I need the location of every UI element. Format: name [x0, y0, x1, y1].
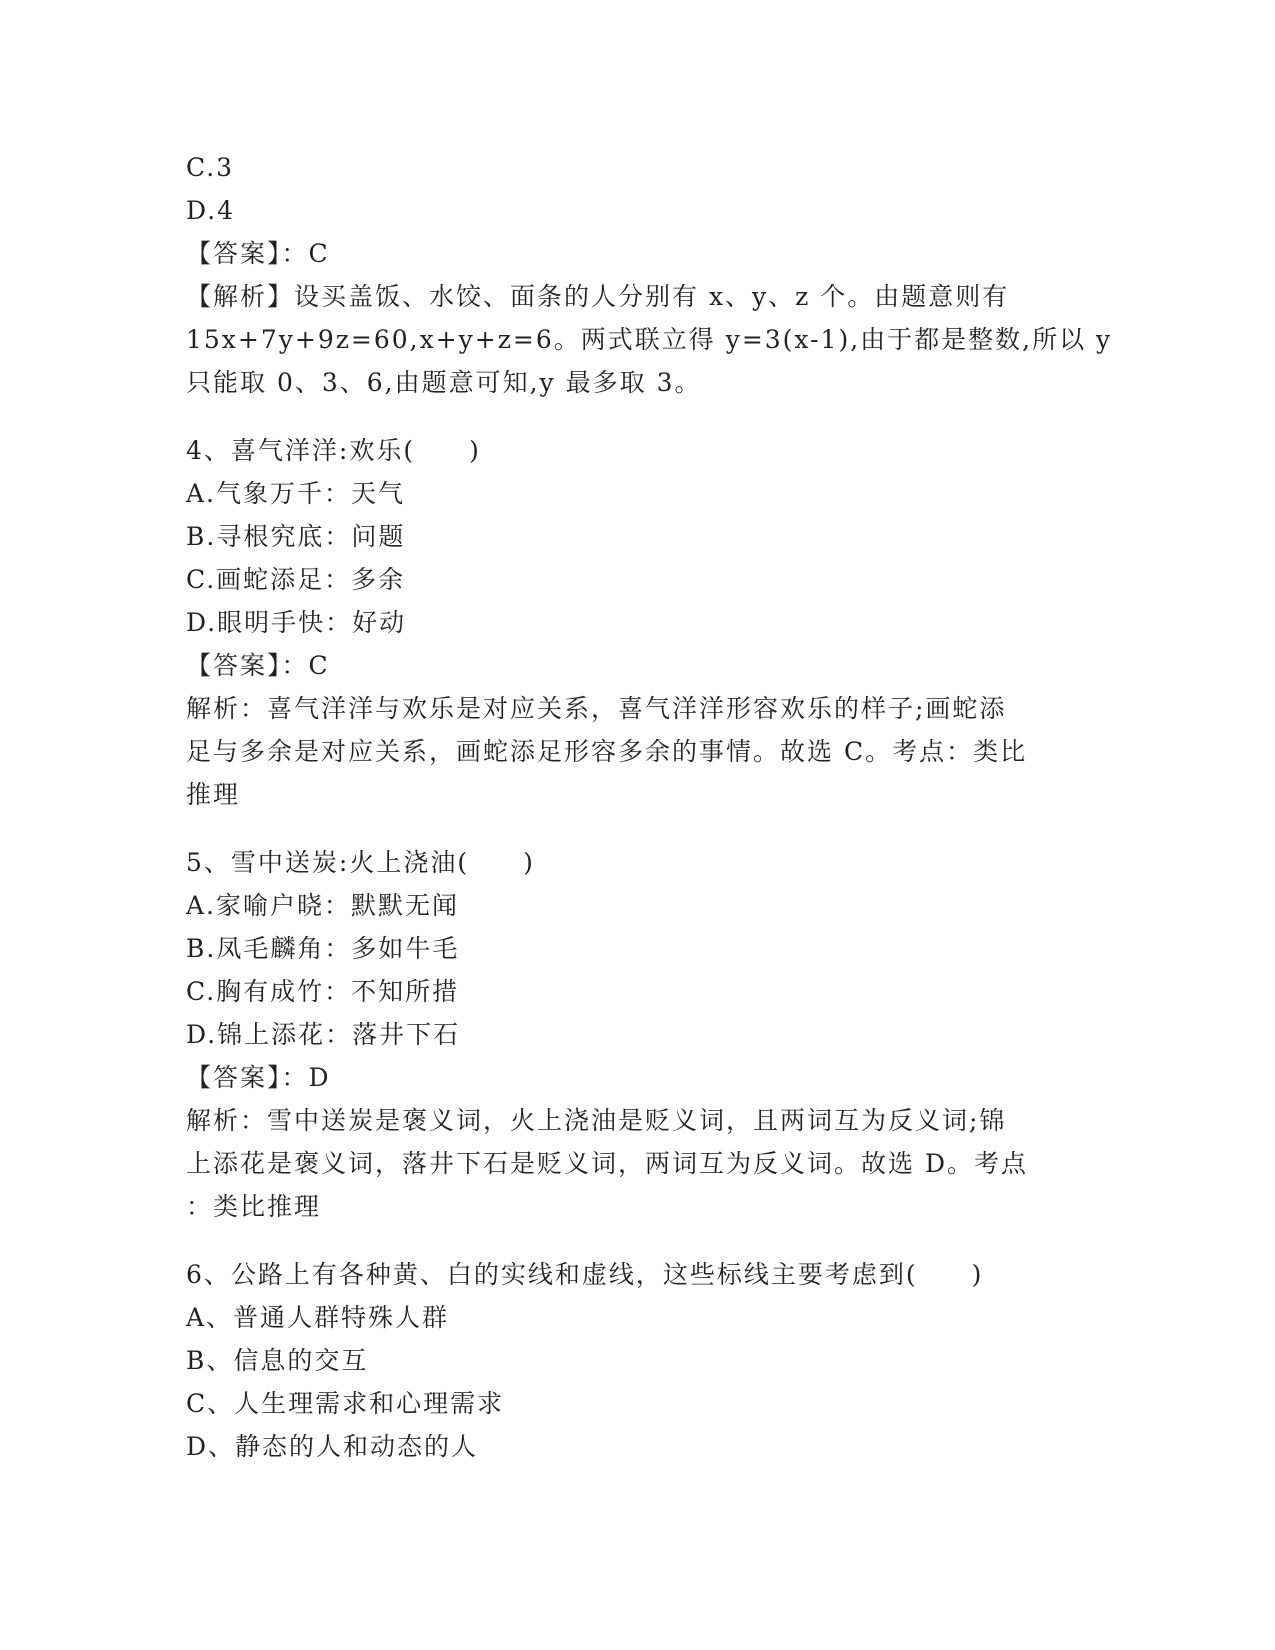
option-a: A、普通人群特殊人群	[186, 1303, 450, 1332]
analysis-line: 上添花是褒义词，落井下石是贬义词，两词互为反义词。故选 D。考点	[186, 1149, 1028, 1178]
option-b: B、信息的交互	[186, 1346, 369, 1375]
option-d: D.眼明手快：好动	[186, 608, 407, 637]
question-5	[186, 841, 1086, 1228]
analysis-line: ：类比推理	[186, 1192, 322, 1221]
option-c: C.胸有成竹：不知所措	[186, 977, 460, 1006]
analysis-line: 只能取 0、3、6,由题意可知,y 最多取 3。	[186, 368, 702, 397]
analysis-line: 15x+7y+9z=60,x+y+z=6。两式联立得 y=3(x-1),由于都是整数,所以 y	[186, 325, 1113, 354]
question-3-tail	[186, 146, 1113, 404]
option-b: B.凤毛麟角：多如牛毛	[186, 934, 460, 963]
option-d: D.4	[186, 196, 236, 225]
analysis-line: 足与多余是对应关系，画蛇添足形容多余的事情。故选 C。考点：类比	[186, 737, 1028, 766]
answer: 【答案】：C	[186, 651, 330, 680]
analysis-line: 解析：雪中送炭是褒义词，火上浇油是贬义词，且两词互为反义词;锦	[186, 1106, 1007, 1135]
document-page	[186, 146, 1113, 1468]
option-d: D.锦上添花：落井下石	[186, 1020, 461, 1049]
question-stem: 4、喜气洋洋:欢乐( )	[186, 436, 481, 465]
analysis-line: 解析：喜气洋洋与欢乐是对应关系，喜气洋洋形容欢乐的样子;画蛇添	[186, 694, 1007, 723]
option-d: D、静态的人和动态的人	[186, 1432, 479, 1461]
answer: 【答案】：D	[186, 1063, 331, 1092]
option-b: B.寻根究底：问题	[186, 522, 406, 551]
question-6	[186, 1253, 1086, 1468]
analysis-line: 推理	[186, 780, 241, 809]
question-stem: 6、公路上有各种黄、白的实线和虚线，这些标线主要考虑到( )	[186, 1260, 984, 1289]
option-c: C、人生理需求和心理需求	[186, 1389, 505, 1418]
option-a: A.家喻户晓：默默无闻	[186, 891, 460, 920]
analysis-line: 【解析】设买盖饭、水饺、面条的人分别有 x、y、z 个。由题意则有	[186, 282, 1010, 311]
question-4	[186, 429, 1086, 816]
answer: 【答案】：C	[186, 239, 330, 268]
question-stem: 5、雪中送炭:火上浇油( )	[186, 848, 535, 877]
option-a: A.气象万千：天气	[186, 479, 406, 508]
option-c: C.3	[186, 153, 235, 182]
option-c: C.画蛇添足：多余	[186, 565, 406, 594]
